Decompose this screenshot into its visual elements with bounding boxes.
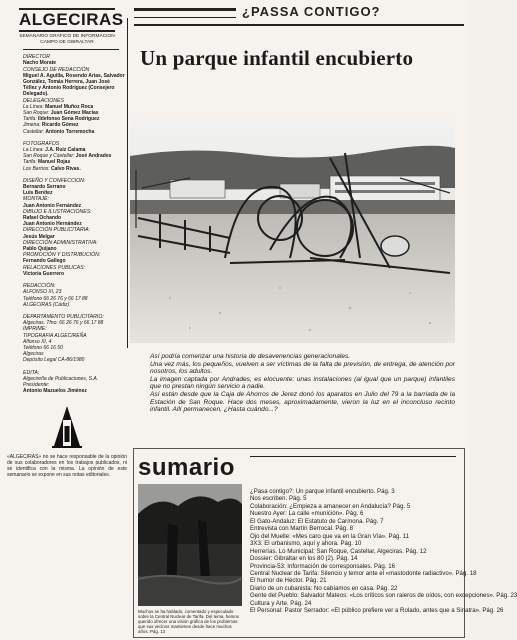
dibujo-name: Rafael Ochando bbox=[23, 215, 62, 222]
delegation-line: Tarifa: Ildefonso Sena Rodríguez bbox=[23, 116, 100, 123]
sumario-item: Entrevista con Martín Berrocal. Pág. 8 bbox=[250, 525, 353, 533]
imprime-line: Teléfono 66 16 50 bbox=[23, 344, 63, 351]
imprime-line: Alfonso XI, 4 bbox=[23, 338, 52, 345]
sumario-item: 3X3: El urbanismo, aquí y ahora. Pág. 10 bbox=[250, 540, 362, 548]
relaciones-name: Victoria Guerrero bbox=[23, 270, 65, 277]
intro-paragraph: Así están desde que la Caja de Ahorros de Jerez donó los aparatos en Julio del 79 a la barriada de la Estación de San Roque. Hace dos meses, aproximadamente, vieron la luz en el inconcluso recinto infantil. Allí permanecen, ¿Hasta cuándo...? bbox=[150, 390, 455, 414]
montaje-name: Juan Antonio Fernández bbox=[23, 202, 82, 209]
delegation-line: San Roque: Juan Gómez Macías bbox=[23, 110, 99, 117]
sumario-rule bbox=[250, 456, 456, 457]
sumario-item: Central Nuclear de Tarifa: Silencio y temor ante el «mastodonte radiactivo». Pág. 18 bbox=[250, 569, 477, 577]
section-kicker-bar bbox=[134, 6, 464, 22]
redaccion-line: ALFONSO XI, 23 bbox=[23, 289, 62, 296]
article-intro bbox=[150, 353, 455, 414]
sumario-item: Diario de un cubanista: No cabíamos en casa. Pág. 22 bbox=[250, 584, 398, 592]
redaccion-line: ALGECIRAS (Cádiz) bbox=[23, 301, 70, 308]
diseno-name-2: Luis Benítez bbox=[23, 190, 53, 197]
delegation-line: Jimena: Ricardo Gómez bbox=[23, 122, 79, 129]
sumario-item: Dossier: Gibraltar en los 80 (2). Pág. 14 bbox=[250, 555, 358, 563]
promocion-name: Fernando Gallego bbox=[23, 258, 66, 265]
sumario-item: Gente del Pueblo: Salvador Mateos: «Los críticos son raieros de oídos, con excepciones». Pág. 23 bbox=[250, 592, 517, 600]
redaccion-heading: REDACCIÓN: bbox=[23, 283, 56, 290]
photographer-line: Tarifa: Manuel Rojas bbox=[23, 159, 71, 166]
playground-photo bbox=[130, 118, 455, 343]
staff-column bbox=[5, 8, 125, 636]
sumario-item: ¿Pasa contigo?: Un parque infantil encubierto. Pág. 3 bbox=[250, 488, 395, 495]
intro-paragraph: Así podría comenzar una historia de desavenencias generacionales. bbox=[150, 353, 351, 360]
delegation-line: La Línea: Manuel Muñoz Roca bbox=[23, 103, 94, 110]
sumario-photo bbox=[138, 484, 242, 606]
publicitaria-heading: DIRECCIÓN PUBLICITARIA: bbox=[23, 227, 91, 234]
delegation-line: Castellar: Antonio Torremocha bbox=[23, 128, 95, 135]
sumario-item: El Gato-Andaluz: El Estatuto de Carmona. Pág. 7 bbox=[250, 517, 384, 525]
sumario-item: El humor de Héctor. Pág. 21 bbox=[250, 577, 327, 585]
divider bbox=[23, 49, 119, 50]
edita-heading: EDITA: bbox=[23, 369, 40, 376]
promocion-heading: PROMOCIÓN Y DISTRIBUCIÓN: bbox=[23, 252, 101, 259]
dibujo-heading: DIBUJO E ILUSTRACIONES: bbox=[23, 208, 92, 215]
consejo-names: Miguel A. Aguilla, Rosendo Arias, Salvador González, Tomás Herrera, Juan José Téllez y Antonio Rodríguez (Consejero Delegado). bbox=[23, 72, 125, 98]
publicitaria-name: Jesús Melgar bbox=[23, 233, 55, 240]
publisher-logo bbox=[52, 404, 82, 448]
redaccion-line: Teléfono 66 26 76 y 66 17 88 bbox=[23, 295, 88, 302]
masthead-title: ALGECIRAS bbox=[19, 8, 115, 32]
photographer-line: San Roque y Castellar: José Andrades bbox=[23, 153, 112, 160]
sumario-item: Ojo del Muelle: «Mes caro que va en la Gran Vía». Pág. 11 bbox=[250, 532, 410, 540]
departamento-heading: DEPARTAMENTO PUBLICITARIO: bbox=[23, 313, 104, 320]
intro-paragraph: La imagen captada por Andrades, es elocuente: unas instalaciones (al igual que un parque) infantiles que no prestan ningún servicio a nadie. bbox=[150, 375, 455, 391]
article-headline: Un parque infantil encubierto bbox=[140, 46, 414, 70]
intro-paragraph: Una vez más, los pequeños, vuelven a ser víctimas de la falta de previsión, de entrega, de atención por nosotros, los adultos. bbox=[150, 360, 455, 376]
edita-line: Algecireña de Publicaciones, S.A. bbox=[23, 375, 99, 382]
header-rule bbox=[134, 24, 464, 26]
sumario-item: Nos escriben. Pág. 5 bbox=[250, 495, 307, 503]
delegaciones-heading: DELEGACIONES bbox=[23, 97, 64, 104]
sumario-item: Provincia-53: Información de corresponsales. Pág. 16 bbox=[250, 562, 395, 570]
administrativa-heading: DIRECCIÓN ADMINISTRATIVA: bbox=[23, 239, 98, 246]
departamento-line: Algeciras. Tfno: 66 26 76 y 66 17 88 bbox=[23, 320, 104, 327]
imprime-line: Algeciras bbox=[23, 351, 44, 358]
director-name: Nacho Morate bbox=[23, 60, 57, 67]
kicker-rules bbox=[134, 8, 236, 18]
sumario-list bbox=[250, 488, 517, 615]
sumario-item: Nuestro Ayer: La calle «munición». Pág. 6 bbox=[250, 510, 364, 518]
director-heading: DIRECTOR bbox=[23, 54, 50, 61]
imprime-heading: IMPRIME: bbox=[23, 326, 47, 333]
consejo-heading: CONSEJO DE REDACCIÓN bbox=[23, 66, 90, 73]
sumario-item: Cultura y Arte. Pág. 24 bbox=[250, 599, 312, 607]
column-divider bbox=[127, 18, 128, 348]
presidente-name: Antonio Mazuelos Jiménez bbox=[23, 388, 87, 395]
sumario-title: sumario bbox=[138, 454, 235, 481]
diseno-heading: DISEÑO Y CONFECCION: bbox=[23, 177, 86, 184]
administrativa-name: Pablo Quijano bbox=[23, 246, 57, 253]
relaciones-heading: RELACIONES PUBLICAS: bbox=[23, 264, 85, 271]
montaje-heading: MONTAJE: bbox=[23, 196, 49, 203]
fotografos-heading: FOTOGRAFOS bbox=[23, 140, 60, 147]
diseno-name: Bernardo Serrano bbox=[23, 184, 66, 191]
sumario-photo-caption: Muchos se ha hablado, comentado y especulado sobre la Central Nuclear de Tarifa. Del tema, hemos querido ofrecer una visión gráfica de los problemas que sus vecinos mantienen desde hace muchos años. Pág. 13 bbox=[138, 609, 239, 634]
photographer-line: Los Barrios: Calvo Rivas. bbox=[23, 165, 81, 172]
imprime-line: TIPOGRAFIA ALGECIREÑA bbox=[23, 332, 87, 339]
photographer-line: La Línea: J.A. Ruiz Calama bbox=[23, 147, 86, 154]
sumario-item: El Personal: Pastor Serrador: «El público prefiere ver a Rolado, antes que a Sinatra». Pág. 26 bbox=[250, 607, 504, 615]
masthead-subtitle: SEMANARIO GRAFICO DE INFORMACION CAMPO DE GIBRALTAR bbox=[19, 34, 115, 45]
presidente-heading: Presidente: bbox=[23, 381, 50, 388]
dibujo-name-2: Juan Antonio Hernández bbox=[23, 221, 82, 228]
imprime-line: Depósito Legal CA-86/1980 bbox=[23, 357, 85, 364]
section-kicker: ¿PASSA CONTIGO? bbox=[242, 4, 381, 19]
sumario-item: Colaboración: ¿Empieza a amanecer en Andalucía? Pág. 5 bbox=[250, 502, 411, 510]
sumario-item: Herrerías. Lo Municipal: San Roque, Castellar, Algeciras. Pág. 12 bbox=[250, 547, 427, 555]
disclaimer-note: «ALGECIRAS» no se hace responsable de la opinión de sus colaboradores en los trabajos publicados, ni se identifica con la misma. La opinión de este semanario se expone en sus notas editoriales. bbox=[7, 454, 127, 479]
